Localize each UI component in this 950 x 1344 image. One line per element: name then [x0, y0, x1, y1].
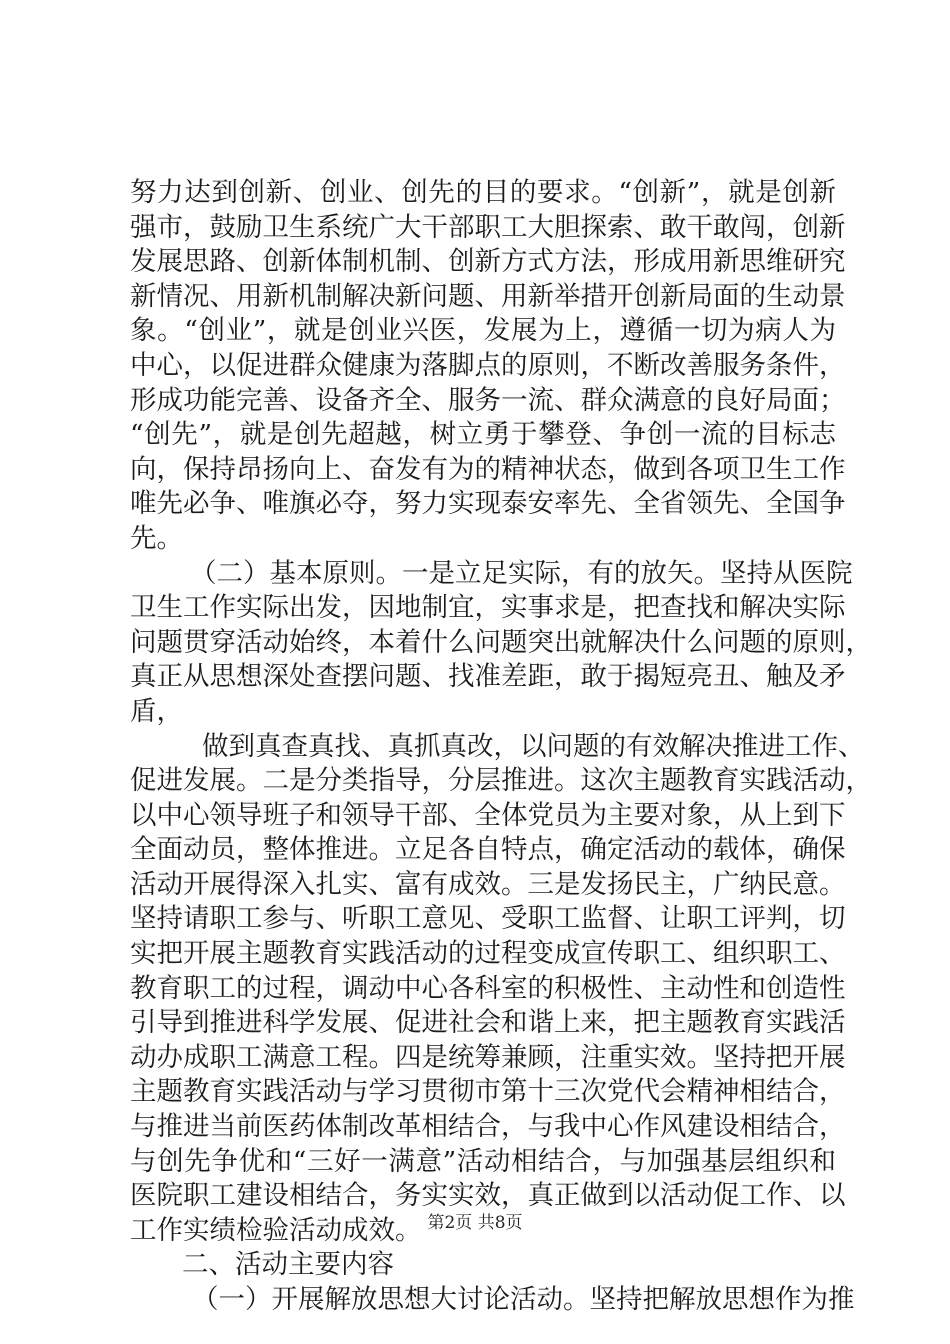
text-line: 促进发展。二是分类指导，分层推进。这次主题教育实践活动， [130, 765, 872, 797]
text-line: 工作实绩检验活动成效。 [130, 1214, 422, 1246]
text-line: 动办成职工满意工程。四是统筹兼顾，注重实效。坚持把开展 [130, 1041, 846, 1073]
text-line: 向，保持昂扬向上、奋发有为的精神状态，做到各项卫生工作 [130, 453, 846, 485]
text-line: 与推进当前医药体制改革相结合，与我中心作风建设相结合， [130, 1111, 846, 1143]
text-line: 与创先争优和“三好一满意”活动相结合，与加强基层组织和 [130, 1145, 836, 1177]
text-line: 卫生工作实际出发，因地制宜，实事求是，把查找和解决实际 [130, 592, 846, 624]
page-number-footer: 第2页 共8页 [427, 1213, 523, 1233]
text-line: 全面动员，整体推进。立足各自特点，确定活动的载体，确保 [130, 834, 846, 866]
text-line: 以中心领导班子和领导干部、全体党员为主要对象，从上到下 [130, 799, 846, 831]
text-line: 教育职工的过程，调动中心各科室的积极性、主动性和创造性 [130, 972, 846, 1004]
text-line: 医院职工建设相结合，务实实效，真正做到以活动促工作、以 [130, 1180, 846, 1212]
paragraph-heading-discussion: （一）开展解放思想大讨论活动。坚持把解放思想作为推 [192, 1284, 855, 1315]
document-body [130, 176, 872, 1318]
text-line: 盾， [130, 695, 183, 727]
text-line: 问题贯穿活动始终，本着什么问题突出就解决什么问题的原则， [130, 626, 872, 658]
text-line: 实把开展主题教育实践活动的过程变成宣传职工、组织职工、 [130, 938, 846, 970]
text-line: 努力达到创新、创业、创先的目的要求。“创新”，就是创新 [130, 177, 836, 208]
text-line: 发展思路、创新体制机制、创新方式方法，形成用新思维研究 [130, 246, 846, 278]
text-line: 坚持请职工参与、听职工意见、受职工监督、让职工评判，切 [130, 903, 846, 935]
text-line: 象。“创业”，就是创业兴医，发展为上，遵循一切为病人为 [130, 315, 836, 347]
text-line: 活动开展得深入扎实、富有成效。三是发扬民主，广纳民意。 [130, 868, 846, 900]
text-line: 形成功能完善、设备齐全、服务一流、群众满意的良好局面； [130, 384, 846, 416]
text-line: 唯先必争、唯旗必夺，努力实现泰安率先、全省领先、全国争 [130, 488, 846, 520]
paragraph-heading-basic-principles: （二）基本原则。一是立足实际，有的放矢。坚持从医院 [190, 557, 853, 589]
text-line: 先。 [130, 522, 183, 554]
text-line: 真正从思想深处查摆问题、找准差距，敢于揭短亮丑、触及矛 [130, 661, 846, 693]
text-line: “创先”，就是创先超越，树立勇于攀登、争创一流的目标志 [130, 419, 836, 451]
section-heading-main-content: 二、活动主要内容 [182, 1249, 394, 1281]
text-line: 引导到推进科学发展、促进社会和谐上来，把主题教育实践活 [130, 1007, 846, 1039]
text-line: 强市，鼓励卫生系统广大干部职工大胆探索、敢干敢闯，创新 [130, 211, 846, 243]
text-line: 中心，以促进群众健康为落脚点的原则，不断改善服务条件， [130, 349, 846, 381]
text-line: 做到真查真找、真抓真改，以问题的有效解决推进工作、 [202, 730, 865, 762]
text-line: 主题教育实践活动与学习贯彻市第十三次党代会精神相结合， [130, 1076, 846, 1108]
text-line: 新情况、用新机制解决新问题、用新举措开创新局面的生动景 [130, 280, 846, 312]
